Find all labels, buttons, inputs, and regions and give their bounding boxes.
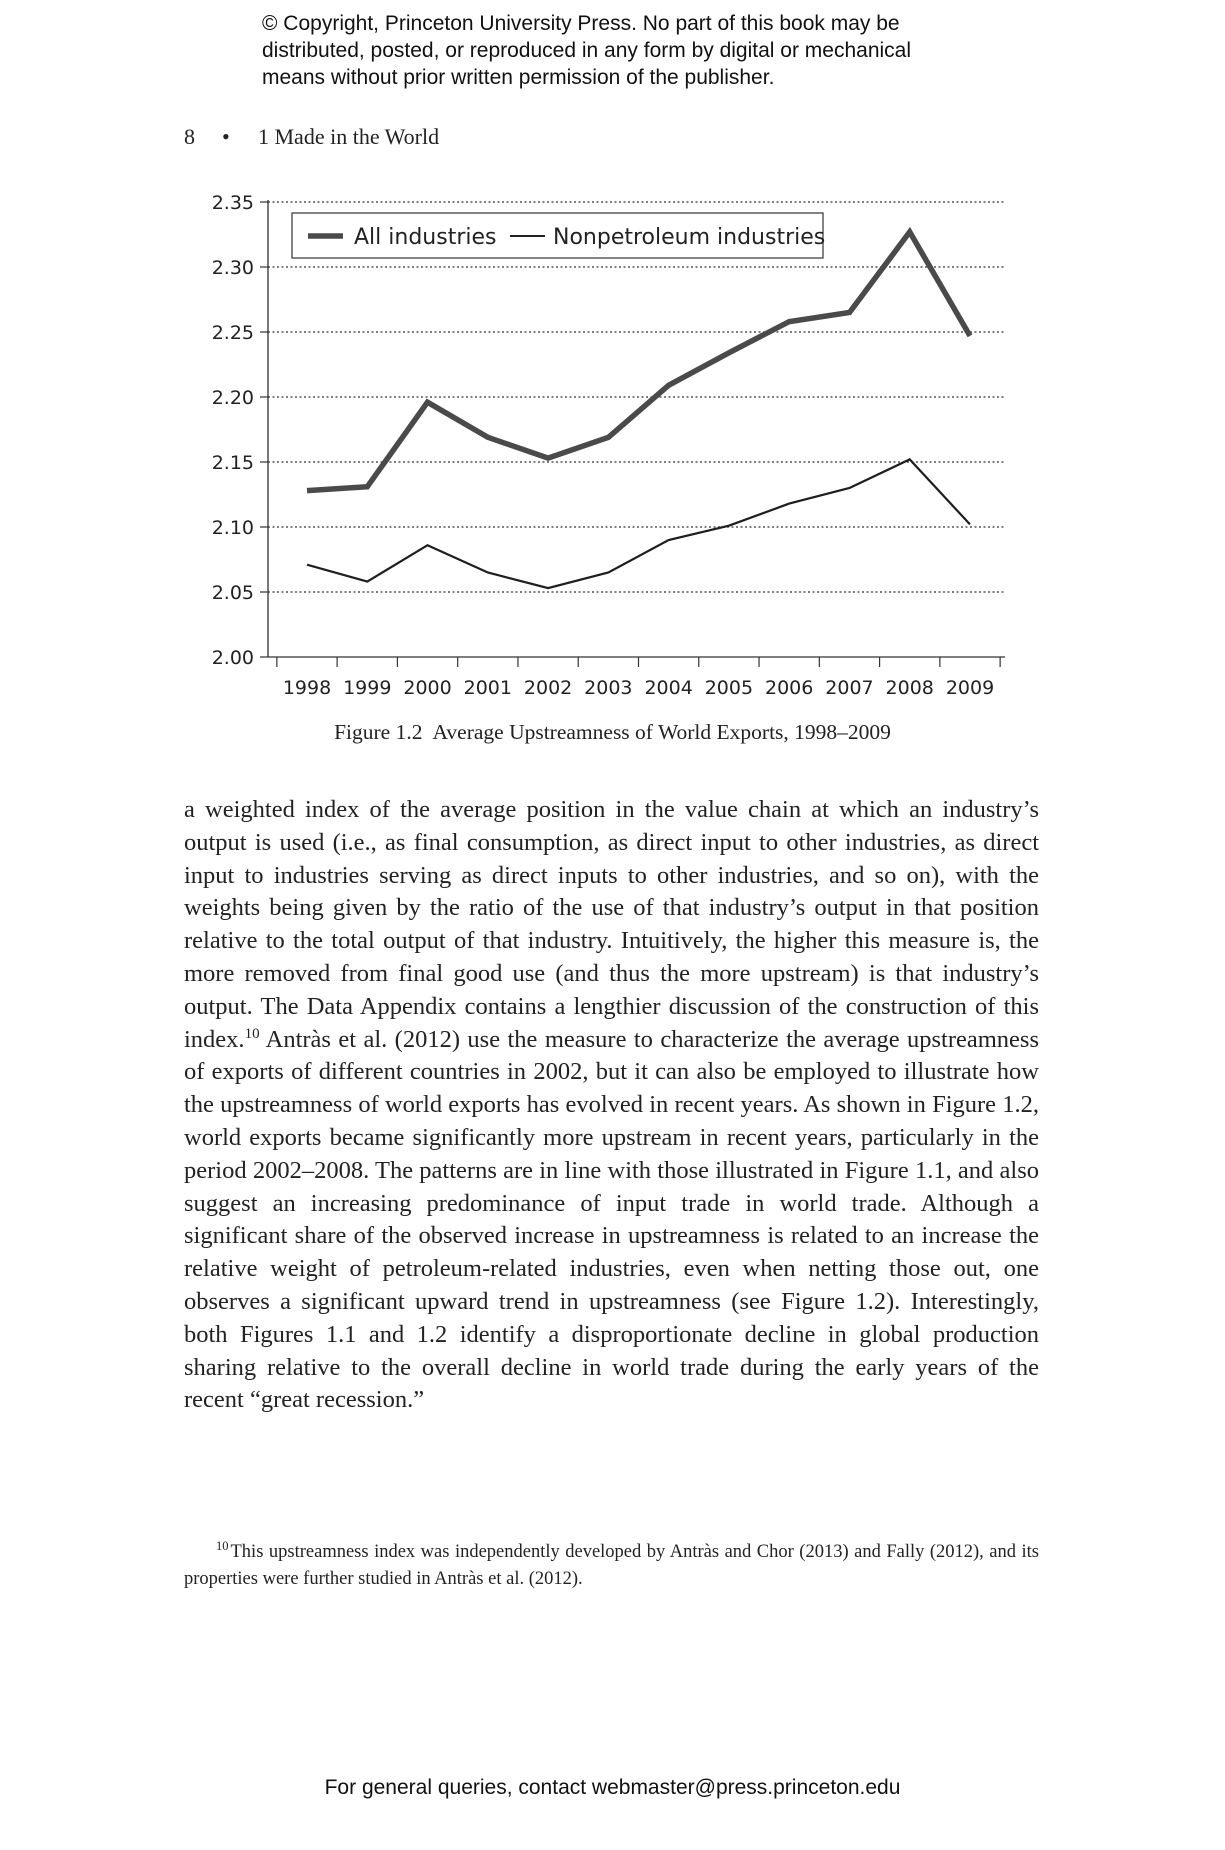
footnote-reference: 10: [244, 1025, 260, 1042]
running-head-bullet: •: [222, 124, 230, 149]
x-tick-label: 2008: [885, 677, 934, 699]
body-paragraph: [184, 794, 1039, 1417]
body-text-part-2: Antràs et al. (2012) use the measure to characterize the average upstreamness of exports of different countries in 2002, but it can also be employed to illustrate how the upstreamness of world exports has evolved in recent years. As shown in Figure 1.2, world exports became significantly more upstream in recent years, particularly in the period 2002–2008. The patterns are in line with those illustrated in Figure 1.1, and also suggest an increasing predominance of input trade in world trade. Although a significant share of the observed increase in upstreamness is related to an increase the relative weight of petroleum-related industries, even when netting those out, one observes a significant upward trend in upstreamness (see Figure 1.2). Interestingly, both Figures 1.1 and 1.2 identify a disproportionate decline in global production sharing relative to the overall decline in world trade during the early years of the recent “great recession.”: [184, 1025, 1039, 1414]
chart-legend: [292, 213, 825, 258]
y-tick-label: 2.20: [211, 387, 254, 409]
y-tick-label: 2.00: [211, 647, 254, 669]
x-tick-label: 1998: [282, 677, 332, 699]
footer-contact: For general queries, contact webmaster@press.princeton.edu: [324, 1776, 901, 1799]
figure-label: Figure 1.2: [334, 720, 423, 744]
x-tick-label: 2004: [644, 677, 693, 699]
y-tick-label: 2.15: [211, 452, 254, 474]
copyright-notice: [262, 10, 1022, 91]
chart-series: [307, 232, 970, 588]
x-tick-label: 2002: [523, 677, 573, 699]
y-tick-label: 2.35: [211, 192, 254, 214]
copyright-line-1: © Copyright, Princeton University Press. No part of this book may be: [262, 12, 900, 35]
body-text-part-1: a weighted index of the average position in the value chain at which an industry’s output is used (i.e., as final consumption, as direct input to other industries, as direct input to industries serving as direct inputs to other industries, and so on), with the weights being given by the ratio of the use of that industry’s output in that position relative to the total output of that industry. Intuitively, the higher this measure is, the more removed from final good use (and thus the more upstream) is that industry’s output. The Data Appendix contains a lengthier discussion of the construction of this index.: [184, 796, 1039, 1053]
y-tick-label: 2.10: [211, 517, 254, 539]
page-number: 8: [184, 124, 195, 149]
legend-label-nonpetroleum-industries: Nonpetroleum industries: [553, 225, 826, 250]
x-tick-label: 2007: [825, 677, 874, 699]
series-line-all-industries: [307, 232, 970, 491]
chapter-title: 1 Made in the World: [258, 124, 440, 149]
copyright-line-2: distributed, posted, or reproduced in any form by digital or mechanical: [262, 39, 912, 62]
y-tick-label: 2.30: [211, 257, 254, 279]
x-tick-label: 1999: [343, 677, 392, 699]
x-tick-label: 2003: [584, 677, 633, 699]
copyright-line-3: means without prior written permission of the publisher.: [262, 66, 775, 89]
figure-caption-text: Average Upstreamness of World Exports, 1998–2009: [432, 720, 891, 744]
x-tick-label: 2009: [945, 677, 995, 699]
x-tick-label: 2000: [403, 677, 452, 699]
legend-label-all-industries: All industries: [354, 225, 497, 250]
x-tick-label: 2006: [765, 677, 814, 699]
running-head: [184, 124, 439, 150]
figure-caption: [0, 720, 1225, 745]
footnote-number: 10: [216, 1539, 229, 1553]
upstreamness-line-chart: [0, 180, 1225, 710]
x-tick-label: 2001: [463, 677, 512, 699]
x-tick-label: 2005: [704, 677, 754, 699]
y-tick-label: 2.05: [211, 582, 254, 604]
series-line-nonpetroleum-industries: [307, 459, 970, 588]
y-tick-label: 2.25: [211, 322, 254, 344]
footnote-text: This upstreamness index was independently developed by Antràs and Chor (2013) and Fally (2012), and its properties were further studied in Antràs et al. (2012).: [184, 1542, 1039, 1589]
chart-gridlines: [268, 202, 1005, 592]
footnote: [184, 1539, 1039, 1593]
